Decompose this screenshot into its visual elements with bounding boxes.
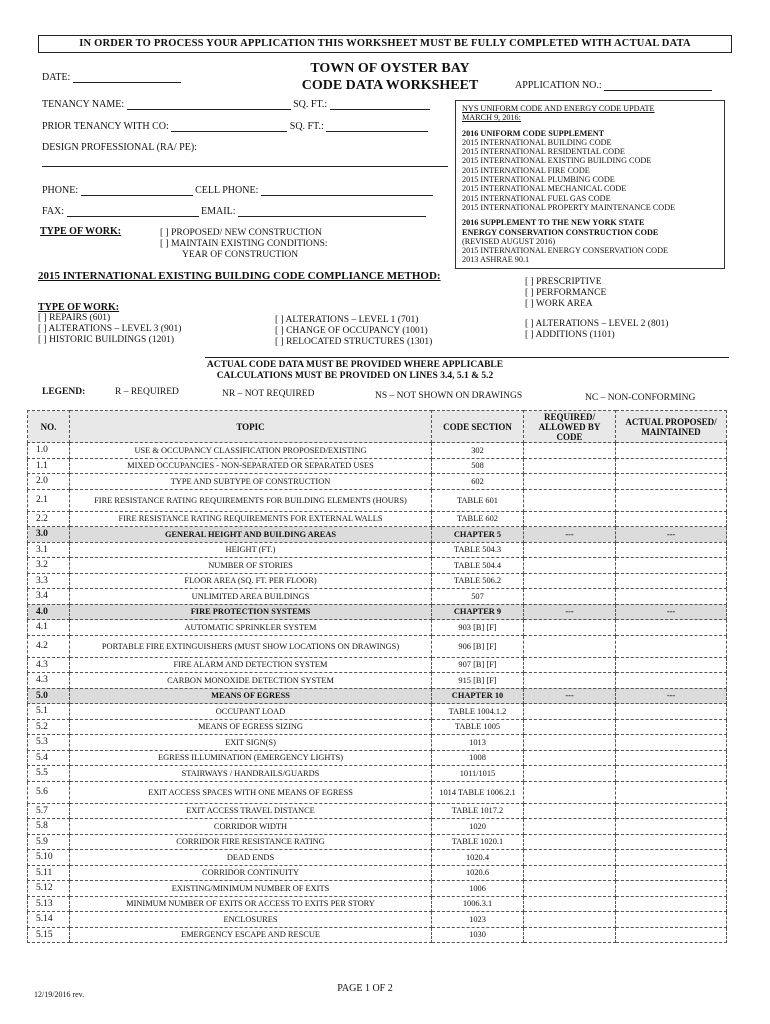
row-code-section: 507: [432, 589, 524, 605]
table-header-row: [28, 411, 727, 443]
row-topic: MEANS OF EGRESS SIZING: [70, 719, 432, 735]
row-number: 5.10: [28, 850, 70, 866]
row-actual-proposed[interactable]: [616, 573, 727, 589]
notice-line-1: ACTUAL CODE DATA MUST BE PROVIDED WHERE APPLICABLE: [206, 360, 504, 370]
row-code-section: 915 [B] [F]: [432, 673, 524, 689]
table-row: [28, 865, 727, 881]
row-topic: EMERGENCY ESCAPE AND RESCUE: [70, 927, 432, 943]
page-number: PAGE 1 OF 2: [337, 983, 393, 994]
row-topic: FIRE RESISTANCE RATING REQUIREMENTS FOR BUILDING ELEMENTS (HOURS): [70, 489, 432, 511]
type-of-work-options: [160, 228, 328, 261]
row-actual-proposed[interactable]: [616, 735, 727, 751]
row-actual-proposed[interactable]: [616, 850, 727, 866]
table-row: [28, 573, 727, 589]
row-required-allowed[interactable]: [524, 443, 616, 459]
row-code-section: CHAPTER 5: [432, 527, 524, 543]
row-number: 4.3: [28, 657, 70, 673]
row-actual-proposed[interactable]: [616, 673, 727, 689]
historic-buildings-checkbox[interactable]: [ ] HISTORIC BUILDINGS (1201): [38, 335, 174, 345]
tenancy-name-input[interactable]: [127, 100, 291, 110]
row-code-section: 1020.6: [432, 865, 524, 881]
instructions-banner: IN ORDER TO PROCESS YOUR APPLICATION THIS WORKSHEET MUST BE FULLY COMPLETED WITH ACTUAL DATA: [38, 35, 732, 53]
row-actual-proposed[interactable]: [616, 719, 727, 735]
year-of-construction-label: YEAR OF CONSTRUCTION: [182, 250, 299, 260]
table-row: [28, 589, 727, 605]
energy-code-item: 2015 INTERNATIONAL ENERGY CONSERVATION CODE: [462, 246, 668, 256]
col-header-code-section: CODE SECTION: [432, 411, 524, 443]
table-row: [28, 542, 727, 558]
row-topic: CORRIDOR WIDTH: [70, 819, 432, 835]
row-topic: ENCLOSURES: [70, 912, 432, 928]
table-row: [28, 803, 727, 819]
row-code-section: 906 [B] [F]: [432, 635, 524, 657]
sq-ft-label-2: SQ. FT.:: [289, 121, 324, 132]
row-code-section: 602: [432, 474, 524, 490]
row-actual-proposed[interactable]: [616, 834, 727, 850]
work-area-checkbox[interactable]: [ ] WORK AREA: [525, 299, 593, 309]
table-row: [28, 635, 727, 657]
row-required-allowed[interactable]: [524, 511, 616, 527]
table-row: [28, 443, 727, 459]
row-required-allowed[interactable]: [524, 719, 616, 735]
table-row: [28, 766, 727, 782]
row-topic: TYPE AND SUBTYPE OF CONSTRUCTION: [70, 474, 432, 490]
row-number: 3.2: [28, 558, 70, 574]
row-topic: CORRIDOR CONTINUITY: [70, 865, 432, 881]
row-required-allowed[interactable]: [524, 573, 616, 589]
row-code-section: TABLE 1017.2: [432, 803, 524, 819]
row-code-section: TABLE 1004.1.2: [432, 704, 524, 720]
row-required-allowed[interactable]: ---: [524, 604, 616, 620]
table-row: [28, 511, 727, 527]
row-required-allowed[interactable]: [524, 635, 616, 657]
row-topic: GENERAL HEIGHT AND BUILDING AREAS: [70, 527, 432, 543]
fax-label: FAX:: [42, 206, 65, 217]
legend-not-shown: NS – NOT SHOWN ON DRAWINGS: [375, 391, 523, 401]
design-professional-input[interactable]: [42, 166, 448, 167]
row-topic: MINIMUM NUMBER OF EXITS OR ACCESS TO EXITS PER STORY: [70, 896, 432, 912]
row-number: 5.11: [28, 865, 70, 881]
iebc-work-column-1: [38, 313, 181, 346]
email-input[interactable]: [238, 207, 426, 217]
row-required-allowed[interactable]: [524, 657, 616, 673]
row-required-allowed[interactable]: [524, 881, 616, 897]
maintain-existing-checkbox[interactable]: [ ] MAINTAIN EXISTING CONDITIONS:: [160, 239, 328, 249]
energy-supplement-heading-2: ENERGY CONSERVATION CONSTRUCTION CODE: [462, 227, 659, 237]
table-row: [28, 735, 727, 751]
application-field: [515, 80, 712, 91]
row-required-allowed[interactable]: [524, 673, 616, 689]
code-item: 2015 INTERNATIONAL FUEL GAS CODE: [462, 193, 611, 203]
row-code-section: TABLE 1020.1: [432, 834, 524, 850]
table-row: [28, 673, 727, 689]
row-required-allowed[interactable]: [524, 912, 616, 928]
row-code-section: 1008: [432, 750, 524, 766]
energy-supplement-heading: 2016 SUPPLEMENT TO THE NEW YORK STATE: [462, 218, 645, 228]
type-of-work-label: TYPE OF WORK:: [40, 226, 122, 237]
row-number: 5.7: [28, 803, 70, 819]
fax-row: [42, 206, 426, 217]
sq-ft-input[interactable]: [330, 100, 430, 110]
row-number: 5.2: [28, 719, 70, 735]
code-data-table: [27, 410, 727, 943]
col-header-no: NO.: [28, 411, 70, 443]
row-number: 4.0: [28, 604, 70, 620]
row-required-allowed[interactable]: [524, 542, 616, 558]
table-row: [28, 657, 727, 673]
row-number: 5.1: [28, 704, 70, 720]
row-code-section: 1020.4: [432, 850, 524, 866]
application-label: APPLICATION NO.:: [515, 80, 602, 91]
row-code-section: 1013: [432, 735, 524, 751]
row-required-allowed[interactable]: [524, 927, 616, 943]
row-required-allowed[interactable]: [524, 489, 616, 511]
row-topic: DEAD ENDS: [70, 850, 432, 866]
fax-input[interactable]: [67, 207, 199, 217]
col-header-actual: ACTUAL PROPOSED/ MAINTAINED: [616, 411, 727, 443]
row-number: 5.12: [28, 881, 70, 897]
iebc-type-of-work-label: TYPE OF WORK:: [38, 302, 120, 313]
row-number: 5.15: [28, 927, 70, 943]
row-actual-proposed[interactable]: [616, 766, 727, 782]
table-row: [28, 719, 727, 735]
row-required-allowed[interactable]: [524, 896, 616, 912]
code-item: 2015 INTERNATIONAL FIRE CODE: [462, 165, 590, 175]
row-number: 5.6: [28, 781, 70, 803]
code-item: 2015 INTERNATIONAL EXISTING BUILDING CODE: [462, 156, 652, 166]
row-code-section: TABLE 602: [432, 511, 524, 527]
row-code-section: 1006.3.1: [432, 896, 524, 912]
table-row: [28, 704, 727, 720]
iebc-work-column-3: [525, 319, 668, 341]
code-item: 2015 INTERNATIONAL BUILDING CODE: [462, 137, 612, 147]
worksheet-title: CODE DATA WORKSHEET: [301, 78, 479, 93]
row-topic: FIRE PROTECTION SYSTEMS: [70, 604, 432, 620]
row-required-allowed[interactable]: [524, 750, 616, 766]
row-number: 2.0: [28, 474, 70, 490]
row-number: 3.4: [28, 589, 70, 605]
sq-ft-label: SQ. FT.:: [293, 99, 328, 110]
ashrae-item: 2013 ASHRAE 90.1: [462, 255, 530, 265]
row-required-allowed[interactable]: [524, 865, 616, 881]
repairs-checkbox[interactable]: [ ] REPAIRS (601): [38, 313, 111, 323]
row-code-section: TABLE 601: [432, 489, 524, 511]
row-actual-proposed[interactable]: [616, 781, 727, 803]
row-required-allowed[interactable]: [524, 589, 616, 605]
prior-tenancy-label: PRIOR TENANCY WITH CO:: [42, 121, 169, 132]
code-item: 2015 INTERNATIONAL PROPERTY MAINTENANCE CODE: [462, 202, 676, 212]
code-item: 2015 INTERNATIONAL RESIDENTIAL CODE: [462, 147, 625, 157]
table-row: [28, 819, 727, 835]
row-code-section: 1030: [432, 927, 524, 943]
row-actual-proposed[interactable]: [616, 912, 727, 928]
row-number: 3.0: [28, 527, 70, 543]
row-required-allowed[interactable]: [524, 781, 616, 803]
table-row: [28, 527, 727, 543]
row-actual-proposed[interactable]: [616, 443, 727, 459]
row-topic: UNLIMITED AREA BUILDINGS: [70, 589, 432, 605]
row-topic: HEIGHT (FT.): [70, 542, 432, 558]
table-row: [28, 474, 727, 490]
row-topic: FIRE ALARM AND DETECTION SYSTEM: [70, 657, 432, 673]
row-code-section: 1014 TABLE 1006.2.1: [432, 781, 524, 803]
legend-not-required: NR – NOT REQUIRED: [222, 389, 315, 399]
code-item: 2015 INTERNATIONAL MECHANICAL CODE: [462, 184, 627, 194]
code-item: 2015 INTERNATIONAL PLUMBING CODE: [462, 175, 615, 185]
row-number: 2.1: [28, 489, 70, 511]
row-actual-proposed[interactable]: [616, 704, 727, 720]
row-required-allowed[interactable]: [524, 620, 616, 636]
iebc-work-column-2: [275, 315, 432, 348]
row-number: 5.13: [28, 896, 70, 912]
row-number: 5.14: [28, 912, 70, 928]
alterations-level-1-checkbox[interactable]: [ ] ALTERATIONS – LEVEL 1 (701): [275, 315, 419, 325]
phone-row: [42, 185, 433, 196]
town-name: TOWN OF OYSTER BAY: [310, 61, 470, 76]
application-input-line[interactable]: [604, 81, 712, 91]
table-row: [28, 850, 727, 866]
alterations-level-2-checkbox[interactable]: [ ] ALTERATIONS – LEVEL 2 (801): [525, 319, 669, 329]
row-number: 2.2: [28, 511, 70, 527]
tenancy-row: [42, 99, 430, 110]
tenancy-name-label: TENANCY NAME:: [42, 99, 125, 110]
row-actual-proposed[interactable]: ---: [616, 604, 727, 620]
notice-line-2: CALCULATIONS MUST BE PROVIDED ON LINES 3.4, 5.1 & 5.2: [216, 371, 494, 381]
email-label: EMAIL:: [201, 206, 236, 217]
row-code-section: 302: [432, 443, 524, 459]
row-number: 5.9: [28, 834, 70, 850]
table-row: [28, 834, 727, 850]
table-row: [28, 688, 727, 704]
legend-required: R – REQUIRED: [115, 387, 179, 397]
row-number: 3.1: [28, 542, 70, 558]
table-row: [28, 620, 727, 636]
row-actual-proposed[interactable]: [616, 511, 727, 527]
energy-revision: (REVISED AUGUST 2016): [462, 236, 556, 246]
date-input-line[interactable]: [73, 73, 181, 83]
row-code-section: 907 [B] [F]: [432, 657, 524, 673]
row-number: 5.4: [28, 750, 70, 766]
row-topic: FLOOR AREA (SQ. FT. PER FLOOR): [70, 573, 432, 589]
row-code-section: 508: [432, 458, 524, 474]
row-code-section: 1023: [432, 912, 524, 928]
row-actual-proposed[interactable]: [616, 542, 727, 558]
row-actual-proposed[interactable]: [616, 489, 727, 511]
code-update-heading: NYS UNIFORM CODE AND ENERGY CODE UPDATE: [462, 104, 655, 113]
calculation-notice: [205, 360, 505, 382]
row-number: 1.1: [28, 458, 70, 474]
table-row: [28, 489, 727, 511]
row-topic: PORTABLE FIRE EXTINGUISHERS (MUST SHOW LOCATIONS ON DRAWINGS): [70, 635, 432, 657]
date-label: DATE:: [42, 72, 71, 83]
row-number: 4.2: [28, 635, 70, 657]
row-number: 5.3: [28, 735, 70, 751]
table-row: [28, 781, 727, 803]
row-code-section: CHAPTER 9: [432, 604, 524, 620]
code-reference-box: [455, 100, 725, 269]
date-field: [42, 72, 181, 83]
row-required-allowed[interactable]: [524, 819, 616, 835]
uniform-code-supplement-heading: 2016 UNIFORM CODE SUPPLEMENT: [462, 128, 605, 138]
cell-phone-label: CELL PHONE:: [195, 185, 259, 196]
row-required-allowed[interactable]: [524, 558, 616, 574]
row-topic: EGRESS ILLUMINATION (EMERGENCY LIGHTS): [70, 750, 432, 766]
revision-date: 12/19/2016 rev.: [34, 990, 85, 999]
row-actual-proposed[interactable]: ---: [616, 527, 727, 543]
row-actual-proposed[interactable]: [616, 558, 727, 574]
table-row: [28, 881, 727, 897]
row-actual-proposed[interactable]: [616, 458, 727, 474]
iebc-compliance-title: 2015 INTERNATIONAL EXISTING BUILDING CODE COMPLIANCE METHOD:: [38, 270, 441, 282]
additions-checkbox[interactable]: [ ] ADDITIONS (1101): [525, 330, 615, 340]
alterations-level-3-checkbox[interactable]: [ ] ALTERATIONS – LEVEL 3 (901): [38, 324, 182, 334]
row-code-section: TABLE 1005: [432, 719, 524, 735]
row-topic: CORRIDOR FIRE RESISTANCE RATING: [70, 834, 432, 850]
row-code-section: CHAPTER 10: [432, 688, 524, 704]
row-number: 5.5: [28, 766, 70, 782]
row-actual-proposed[interactable]: [616, 803, 727, 819]
row-actual-proposed[interactable]: [616, 881, 727, 897]
row-topic: EXIT ACCESS TRAVEL DISTANCE: [70, 803, 432, 819]
row-actual-proposed[interactable]: ---: [616, 688, 727, 704]
row-required-allowed[interactable]: [524, 850, 616, 866]
page-title: [240, 60, 540, 94]
row-topic: FIRE RESISTANCE RATING REQUIREMENTS FOR EXTERNAL WALLS: [70, 511, 432, 527]
table-row: [28, 896, 727, 912]
notice-divider: [205, 357, 729, 358]
relocated-structures-checkbox[interactable]: [ ] RELOCATED STRUCTURES (1301): [275, 337, 433, 347]
row-number: 4.1: [28, 620, 70, 636]
table-row: [28, 558, 727, 574]
row-actual-proposed[interactable]: [616, 819, 727, 835]
phone-label: PHONE:: [42, 185, 79, 196]
table-row: [28, 912, 727, 928]
row-number: 1.0: [28, 443, 70, 459]
row-topic: OCCUPANT LOAD: [70, 704, 432, 720]
row-topic: CARBON MONOXIDE DETECTION SYSTEM: [70, 673, 432, 689]
row-number: 5.0: [28, 688, 70, 704]
row-actual-proposed[interactable]: [616, 865, 727, 881]
row-topic: AUTOMATIC SPRINKLER SYSTEM: [70, 620, 432, 636]
cell-phone-input[interactable]: [261, 186, 433, 196]
row-required-allowed[interactable]: [524, 803, 616, 819]
code-update-date: MARCH 9, 2016:: [462, 113, 521, 123]
col-header-topic: TOPIC: [70, 411, 432, 443]
row-topic: EXIT SIGN(S): [70, 735, 432, 751]
row-code-section: 1020: [432, 819, 524, 835]
row-actual-proposed[interactable]: [616, 896, 727, 912]
design-professional-label: DESIGN PROFESSIONAL (RA/ PE):: [42, 142, 197, 153]
row-required-allowed[interactable]: [524, 474, 616, 490]
row-actual-proposed[interactable]: [616, 474, 727, 490]
sq-ft-input-2[interactable]: [326, 122, 428, 132]
row-topic: EXISTING/MINIMUM NUMBER OF EXITS: [70, 881, 432, 897]
row-number: 4.3: [28, 673, 70, 689]
row-required-allowed[interactable]: ---: [524, 688, 616, 704]
row-required-allowed[interactable]: ---: [524, 527, 616, 543]
row-actual-proposed[interactable]: [616, 635, 727, 657]
table-row: [28, 604, 727, 620]
prescriptive-checkbox[interactable]: [ ] PRESCRIPTIVE: [525, 277, 602, 287]
row-code-section: 1006: [432, 881, 524, 897]
prior-tenancy-input[interactable]: [171, 122, 287, 132]
row-required-allowed[interactable]: [524, 458, 616, 474]
row-code-section: TABLE 504.3: [432, 542, 524, 558]
row-topic: MIXED OCCUPANCIES - NON-SEPARATED OR SEPARATED USES: [70, 458, 432, 474]
row-topic: STAIRWAYS / HANDRAILS/GUARDS: [70, 766, 432, 782]
row-actual-proposed[interactable]: [616, 589, 727, 605]
row-actual-proposed[interactable]: [616, 657, 727, 673]
table-row: [28, 458, 727, 474]
row-actual-proposed[interactable]: [616, 927, 727, 943]
row-topic: USE & OCCUPANCY CLASSIFICATION PROPOSED/EXISTING: [70, 443, 432, 459]
col-header-required: REQUIRED/ ALLOWED BY CODE: [524, 411, 616, 443]
new-construction-checkbox[interactable]: [ ] PROPOSED/ NEW CONSTRUCTION: [160, 228, 322, 238]
row-required-allowed[interactable]: [524, 735, 616, 751]
row-code-section: 1011/1015: [432, 766, 524, 782]
row-number: 5.8: [28, 819, 70, 835]
row-actual-proposed[interactable]: [616, 620, 727, 636]
row-number: 3.3: [28, 573, 70, 589]
row-actual-proposed[interactable]: [616, 750, 727, 766]
legend-label: LEGEND:: [42, 387, 86, 397]
row-topic: NUMBER OF STORIES: [70, 558, 432, 574]
row-topic: EXIT ACCESS SPACES WITH ONE MEANS OF EGRESS: [70, 781, 432, 803]
row-topic: MEANS OF EGRESS: [70, 688, 432, 704]
row-required-allowed[interactable]: [524, 704, 616, 720]
row-code-section: TABLE 506.2: [432, 573, 524, 589]
table-row: [28, 750, 727, 766]
phone-input[interactable]: [81, 186, 193, 196]
legend-non-conforming: NC – NON-CONFORMING: [585, 393, 696, 403]
table-row: [28, 927, 727, 943]
row-code-section: TABLE 504.4: [432, 558, 524, 574]
compliance-method-options: [525, 277, 606, 310]
row-code-section: 903 [B] [F]: [432, 620, 524, 636]
performance-checkbox[interactable]: [ ] PERFORMANCE: [525, 288, 607, 298]
row-required-allowed[interactable]: [524, 834, 616, 850]
change-of-occupancy-checkbox[interactable]: [ ] CHANGE OF OCCUPANCY (1001): [275, 326, 428, 336]
prior-tenancy-row: [42, 121, 428, 132]
row-required-allowed[interactable]: [524, 766, 616, 782]
